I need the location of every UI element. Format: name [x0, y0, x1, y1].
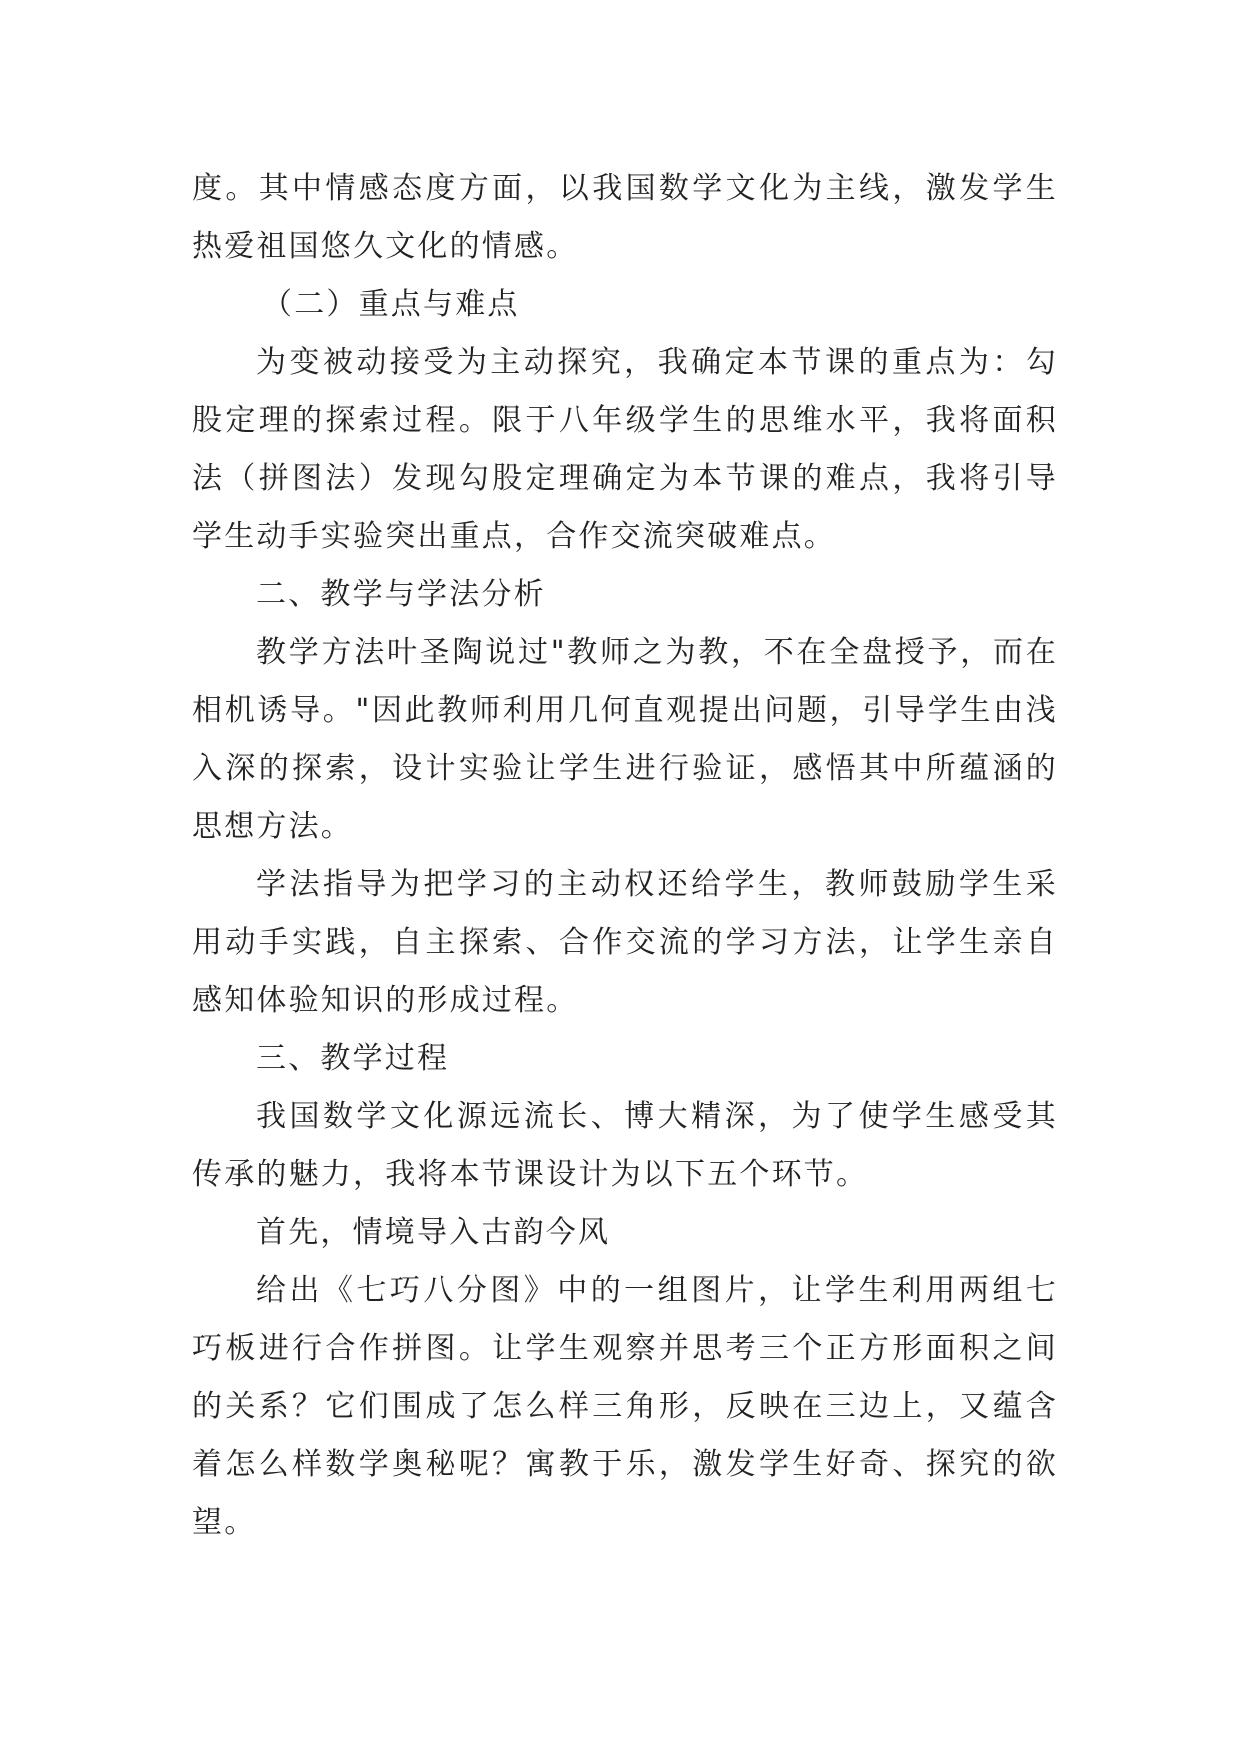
document-page: [192, 160, 1058, 1552]
paragraph-process-intro: 我国数学文化源远流长、博大精深，为了使学生感受其传承的魅力，我将本节课设计为以下五个环节。: [192, 1099, 1058, 1192]
paragraph-continuation: 度。其中情感态度方面，以我国数学文化为主线，激发学生热爱祖国悠久文化的情感。: [192, 171, 1058, 264]
paragraph-teaching-method: 教学方法叶圣陶说过"教师之为教，不在全盘授予，而在相机诱导。"因此教师利用几何直观提出问题，引导学生由浅入深的探索，设计实验让学生进行验证，感悟其中所蕴涵的思想方法。: [192, 635, 1058, 844]
subheading-key-points: （二）重点与难点: [262, 287, 520, 322]
heading-step-one: 首先，情境导入古韵今风: [256, 1215, 611, 1250]
heading-teaching-methods: 二、教学与学法分析: [256, 577, 546, 612]
paragraph-learning-guidance: 学法指导为把学习的主动权还给学生，教师鼓励学生采用动手实践，自主探索、合作交流的学习方法，让学生亲自感知体验知识的形成过程。: [192, 867, 1058, 1018]
paragraph-key-points: 为变被动接受为主动探究，我确定本节课的重点为：勾股定理的探索过程。限于八年级学生的思维水平，我将面积法（拼图法）发现勾股定理确定为本节课的难点，我将引导学生动手实验突出重点，合作交流突破难点。: [192, 345, 1058, 554]
paragraph-step-one: 给出《七巧八分图》中的一组图片，让学生利用两组七巧板进行合作拼图。让学生观察并思考三个正方形面积之间的关系？它们围成了怎么样三角形，反映在三边上，又蕴含着怎么样数学奥秘呢？寓教于乐，激发学生好奇、探究的欲望。: [192, 1273, 1058, 1540]
heading-teaching-process: 三、教学过程: [256, 1041, 450, 1076]
